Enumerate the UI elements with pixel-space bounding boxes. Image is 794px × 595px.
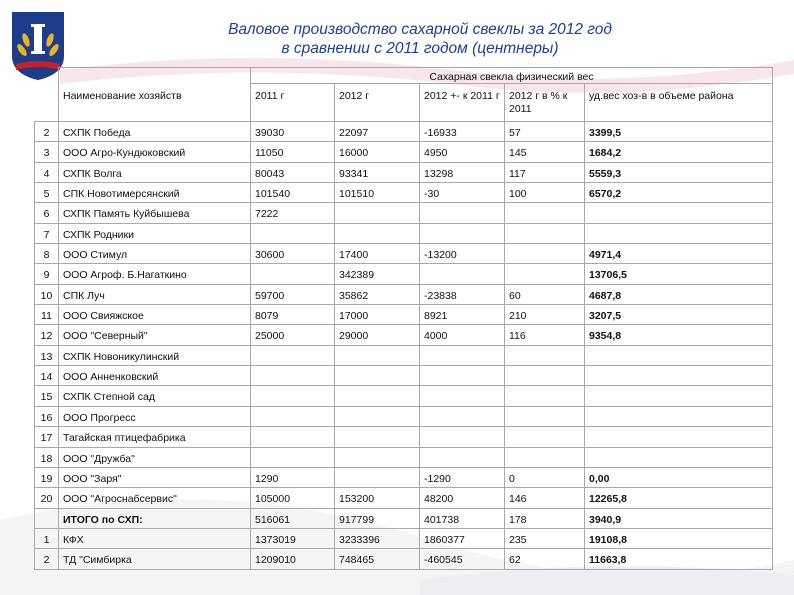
value-share: 6570,2 bbox=[585, 183, 773, 203]
header-sugar-beet-group: Сахарная свекла физический вес bbox=[251, 68, 773, 84]
table-row bbox=[35, 305, 773, 325]
column-header-2012: 2012 г bbox=[335, 84, 420, 122]
table-row bbox=[35, 284, 773, 304]
production-table bbox=[34, 67, 773, 570]
value-percent bbox=[505, 223, 585, 243]
value-2012: 35862 bbox=[335, 284, 420, 304]
value-2011: 1290 bbox=[251, 467, 335, 487]
value-2011: 1373019 bbox=[251, 528, 335, 548]
title-line-2: в сравнении с 2011 годом (центнеры) bbox=[281, 40, 559, 57]
column-header-share: уд.вес хоз-в в объеме района bbox=[585, 84, 773, 122]
value-2012 bbox=[335, 223, 420, 243]
value-diff: -1290 bbox=[420, 467, 505, 487]
table-row bbox=[35, 406, 773, 426]
row-number: 6 bbox=[35, 203, 59, 223]
value-diff: -460545 bbox=[420, 549, 505, 569]
table-row bbox=[35, 142, 773, 162]
farm-name: Тагайская птицефабрика bbox=[59, 427, 251, 447]
value-diff: 4950 bbox=[420, 142, 505, 162]
table-row bbox=[35, 264, 773, 284]
value-2012 bbox=[335, 203, 420, 223]
value-percent bbox=[505, 345, 585, 365]
farm-name: ООО Агроф. Б.Нагаткино bbox=[59, 264, 251, 284]
row-number: 9 bbox=[35, 264, 59, 284]
value-diff: 48200 bbox=[420, 488, 505, 508]
table-row bbox=[35, 528, 773, 548]
row-number: 12 bbox=[35, 325, 59, 345]
value-2011 bbox=[251, 427, 335, 447]
row-number: 15 bbox=[35, 386, 59, 406]
value-2012 bbox=[335, 467, 420, 487]
value-2012 bbox=[335, 406, 420, 426]
value-percent: 146 bbox=[505, 488, 585, 508]
row-number: 2 bbox=[35, 549, 59, 569]
farm-name: ООО "Заря" bbox=[59, 467, 251, 487]
table-row bbox=[35, 162, 773, 182]
table-row bbox=[35, 467, 773, 487]
value-diff bbox=[420, 345, 505, 365]
table-row bbox=[35, 223, 773, 243]
value-share: 3399,5 bbox=[585, 122, 773, 142]
value-percent: 60 bbox=[505, 284, 585, 304]
value-diff bbox=[420, 264, 505, 284]
farm-name: ООО "Агроснабсервис" bbox=[59, 488, 251, 508]
table-row bbox=[35, 427, 773, 447]
page-title bbox=[140, 20, 700, 58]
value-diff bbox=[420, 203, 505, 223]
value-2011: 1209010 bbox=[251, 549, 335, 569]
value-diff: -23838 bbox=[420, 284, 505, 304]
value-2011: 516061 bbox=[251, 508, 335, 528]
value-percent bbox=[505, 264, 585, 284]
value-percent: 100 bbox=[505, 183, 585, 203]
table-row bbox=[35, 325, 773, 345]
value-2012: 29000 bbox=[335, 325, 420, 345]
value-percent bbox=[505, 386, 585, 406]
row-number: 19 bbox=[35, 467, 59, 487]
value-diff: 401738 bbox=[420, 508, 505, 528]
value-diff: -30 bbox=[420, 183, 505, 203]
farm-name: ТД "Симбирка bbox=[59, 549, 251, 569]
table-row bbox=[35, 386, 773, 406]
value-2012 bbox=[335, 345, 420, 365]
row-number: 4 bbox=[35, 162, 59, 182]
value-2012: 22097 bbox=[335, 122, 420, 142]
row-number: 20 bbox=[35, 488, 59, 508]
table-row bbox=[35, 549, 773, 569]
value-percent: 117 bbox=[505, 162, 585, 182]
value-percent bbox=[505, 427, 585, 447]
value-percent bbox=[505, 366, 585, 386]
value-diff bbox=[420, 406, 505, 426]
value-share bbox=[585, 386, 773, 406]
value-2012 bbox=[335, 366, 420, 386]
value-diff bbox=[420, 386, 505, 406]
value-2011: 59700 bbox=[251, 284, 335, 304]
value-2011 bbox=[251, 406, 335, 426]
value-percent: 210 bbox=[505, 305, 585, 325]
value-share: 3207,5 bbox=[585, 305, 773, 325]
value-diff bbox=[420, 223, 505, 243]
column-header-percent: 2012 г в % к 2011 bbox=[505, 84, 585, 122]
value-2011 bbox=[251, 345, 335, 365]
value-percent: 0 bbox=[505, 467, 585, 487]
table-row bbox=[35, 244, 773, 264]
farm-name: СХПК Память Куйбышева bbox=[59, 203, 251, 223]
farm-name: ООО Свияжское bbox=[59, 305, 251, 325]
farm-name: ООО "Дружба" bbox=[59, 447, 251, 467]
value-2011: 39030 bbox=[251, 122, 335, 142]
value-2012: 93341 bbox=[335, 162, 420, 182]
value-share bbox=[585, 447, 773, 467]
value-2011: 80043 bbox=[251, 162, 335, 182]
table-row bbox=[35, 488, 773, 508]
value-share: 11663,8 bbox=[585, 549, 773, 569]
value-2012: 748465 bbox=[335, 549, 420, 569]
row-number: 13 bbox=[35, 345, 59, 365]
value-2011: 11050 bbox=[251, 142, 335, 162]
table-row bbox=[35, 122, 773, 142]
value-share: 5559,3 bbox=[585, 162, 773, 182]
value-share: 4971,4 bbox=[585, 244, 773, 264]
value-share: 3940,9 bbox=[585, 508, 773, 528]
row-number: 11 bbox=[35, 305, 59, 325]
value-percent bbox=[505, 244, 585, 264]
farm-name: СХПК Степной сад bbox=[59, 386, 251, 406]
farm-name: СПК Луч bbox=[59, 284, 251, 304]
value-percent: 178 bbox=[505, 508, 585, 528]
value-2011 bbox=[251, 223, 335, 243]
value-2012: 17400 bbox=[335, 244, 420, 264]
header-corner bbox=[35, 68, 59, 122]
farm-name: СХПК Родники bbox=[59, 223, 251, 243]
value-percent: 62 bbox=[505, 549, 585, 569]
value-diff bbox=[420, 366, 505, 386]
value-2011 bbox=[251, 447, 335, 467]
farm-name: СХПК Новоникулинский bbox=[59, 345, 251, 365]
column-header-diff: 2012 +- к 2011 г bbox=[420, 84, 505, 122]
farm-name: СХПК Волга bbox=[59, 162, 251, 182]
value-diff: 1860377 bbox=[420, 528, 505, 548]
value-share: 0,00 bbox=[585, 467, 773, 487]
row-number: 2 bbox=[35, 122, 59, 142]
value-share: 19108,8 bbox=[585, 528, 773, 548]
farm-name: ИТОГО по СХП: bbox=[59, 508, 251, 528]
table-row bbox=[35, 345, 773, 365]
row-number: 8 bbox=[35, 244, 59, 264]
value-2011: 8079 bbox=[251, 305, 335, 325]
farm-name: СПК Новотимерсянский bbox=[59, 183, 251, 203]
row-number: 18 bbox=[35, 447, 59, 467]
value-share bbox=[585, 223, 773, 243]
value-2011: 30600 bbox=[251, 244, 335, 264]
value-2012: 153200 bbox=[335, 488, 420, 508]
value-percent: 116 bbox=[505, 325, 585, 345]
row-number: 14 bbox=[35, 366, 59, 386]
value-diff: -16933 bbox=[420, 122, 505, 142]
value-diff: 8921 bbox=[420, 305, 505, 325]
value-percent: 145 bbox=[505, 142, 585, 162]
value-2012 bbox=[335, 427, 420, 447]
row-number: 17 bbox=[35, 427, 59, 447]
value-diff bbox=[420, 447, 505, 467]
value-percent: 57 bbox=[505, 122, 585, 142]
value-share bbox=[585, 366, 773, 386]
value-diff: -13200 bbox=[420, 244, 505, 264]
farm-name: ООО Прогресс bbox=[59, 406, 251, 426]
row-number: 7 bbox=[35, 223, 59, 243]
table-row bbox=[35, 447, 773, 467]
value-2011 bbox=[251, 264, 335, 284]
row-number bbox=[35, 508, 59, 528]
farm-name: ООО "Северный" bbox=[59, 325, 251, 345]
value-share: 12265,8 bbox=[585, 488, 773, 508]
table-row bbox=[35, 508, 773, 528]
farm-name: КФХ bbox=[59, 528, 251, 548]
value-percent: 235 bbox=[505, 528, 585, 548]
row-number: 1 bbox=[35, 528, 59, 548]
value-share bbox=[585, 427, 773, 447]
farm-name: СХПК Победа bbox=[59, 122, 251, 142]
value-2012: 16000 bbox=[335, 142, 420, 162]
column-header-2011: 2011 г bbox=[251, 84, 335, 122]
farm-name: ООО Агро-Кундюковский bbox=[59, 142, 251, 162]
table-row bbox=[35, 203, 773, 223]
row-number: 16 bbox=[35, 406, 59, 426]
value-2011 bbox=[251, 366, 335, 386]
value-percent bbox=[505, 406, 585, 426]
value-2012: 342389 bbox=[335, 264, 420, 284]
value-diff bbox=[420, 427, 505, 447]
value-2012: 917799 bbox=[335, 508, 420, 528]
value-2011: 25000 bbox=[251, 325, 335, 345]
value-2011: 101540 bbox=[251, 183, 335, 203]
value-percent bbox=[505, 447, 585, 467]
title-line-1: Валовое производство сахарной свеклы за 2012 год bbox=[228, 21, 612, 38]
value-2012: 3233396 bbox=[335, 528, 420, 548]
value-share bbox=[585, 406, 773, 426]
value-diff: 13298 bbox=[420, 162, 505, 182]
table-row bbox=[35, 183, 773, 203]
value-share bbox=[585, 203, 773, 223]
header-farm-name: Наименование хозяйств bbox=[59, 68, 251, 122]
value-2012: 17000 bbox=[335, 305, 420, 325]
value-2012: 101510 bbox=[335, 183, 420, 203]
table-row bbox=[35, 366, 773, 386]
value-share: 9354,8 bbox=[585, 325, 773, 345]
farm-name: ООО Стимул bbox=[59, 244, 251, 264]
value-share: 1684,2 bbox=[585, 142, 773, 162]
value-share: 13706,5 bbox=[585, 264, 773, 284]
farm-name: ООО Анненковский bbox=[59, 366, 251, 386]
value-share bbox=[585, 345, 773, 365]
value-diff: 4000 bbox=[420, 325, 505, 345]
value-percent bbox=[505, 203, 585, 223]
value-2012 bbox=[335, 447, 420, 467]
row-number: 5 bbox=[35, 183, 59, 203]
value-2012 bbox=[335, 386, 420, 406]
row-number: 10 bbox=[35, 284, 59, 304]
value-share: 4687,8 bbox=[585, 284, 773, 304]
value-2011: 7222 bbox=[251, 203, 335, 223]
value-2011: 105000 bbox=[251, 488, 335, 508]
value-2011 bbox=[251, 386, 335, 406]
header-row-group bbox=[35, 68, 773, 84]
row-number: 3 bbox=[35, 142, 59, 162]
